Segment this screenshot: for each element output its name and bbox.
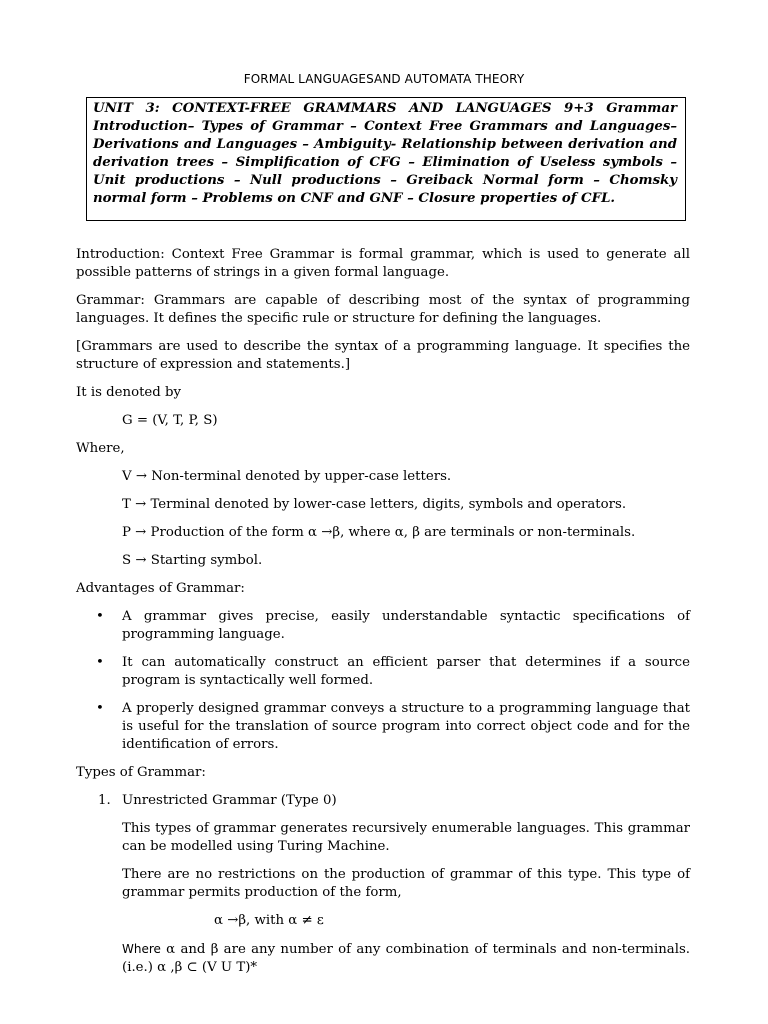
list-item	[76, 700, 690, 754]
type0-paragraph-1: This types of grammar generates recursively enumerable languages. This grammar can be modelled using Turing Machine.	[122, 821, 690, 854]
bullet-icon: •	[96, 609, 104, 624]
intro-paragraph: Introduction: Context Free Grammar is formal grammar, which is used to generate all possible patterns of strings in a given formal language.	[76, 247, 690, 280]
document-body	[76, 246, 690, 977]
advantages-heading: Advantages of Grammar:	[76, 581, 245, 596]
grammar-tuple-formula: G = (V, T, P, S)	[122, 413, 218, 428]
bracket-note-paragraph: [Grammars are used to describe the syntax of a programming language. It specifies the structure of expression and statements.]	[76, 339, 690, 372]
where-rest: α and β are any number of any combination of terminals and non-terminals. (i.e.) α ,β ⊂ (V U T)*	[122, 942, 690, 975]
denoted-by-line: It is denoted by	[76, 385, 182, 400]
types-heading: Types of Grammar:	[76, 765, 206, 780]
bullet-icon: •	[96, 701, 104, 716]
list-item	[76, 608, 690, 644]
type0-number: 1.	[98, 793, 111, 808]
definition-v: V → Non-terminal denoted by upper-case letters.	[122, 469, 452, 484]
unit-syllabus-box: UNIT 3: CONTEXT-FREE GRAMMARS AND LANGUAGES 9+3 Grammar Introduction– Types of Grammar – Context Free Grammars and Languages– Derivations and Languages – Ambiguity- Relationship between derivation and derivation trees – Simplification of CFG – Elimination of Useless symbols – Unit productions – Null productions – Greiback Normal form – Chomsky normal form – Problems on CNF and GNF – Closure properties of CFL.	[86, 97, 686, 221]
where-line: Where,	[76, 441, 125, 456]
advantages-list	[76, 608, 690, 754]
list-item	[76, 654, 690, 690]
type0-title: Unrestricted Grammar (Type 0)	[122, 793, 337, 808]
advantage-text: A properly designed grammar conveys a structure to a programming language that is useful for the translation of source program into correct object code and for the identification of errors.	[122, 701, 690, 752]
type0-paragraph-2: There are no restrictions on the production of grammar of this type. This type of grammar permits production of the form,	[122, 867, 690, 900]
where-word: Where	[122, 942, 161, 956]
bullet-icon: •	[96, 655, 104, 670]
type0-production-formula: α →β, with α ≠ ε	[214, 913, 324, 928]
advantage-text: A grammar gives precise, easily understandable syntactic specifications of programming language.	[122, 609, 690, 642]
definition-t: T → Terminal denoted by lower-case letters, digits, symbols and operators.	[122, 497, 627, 512]
type0-where-paragraph	[76, 940, 690, 977]
definition-s: S → Starting symbol.	[122, 553, 263, 568]
type0-item	[76, 792, 690, 810]
grammar-paragraph: Grammar: Grammars are capable of describing most of the syntax of programming languages. It defines the specific rule or structure for defining the languages.	[76, 293, 690, 326]
advantage-text: It can automatically construct an efficient parser that determines if a source program is syntactically well formed.	[122, 655, 690, 688]
page-header-title: FORMAL LANGUAGESAND AUTOMATA THEORY	[243, 72, 525, 86]
definition-p: P → Production of the form α →β, where α, β are terminals or non-terminals.	[122, 525, 636, 540]
